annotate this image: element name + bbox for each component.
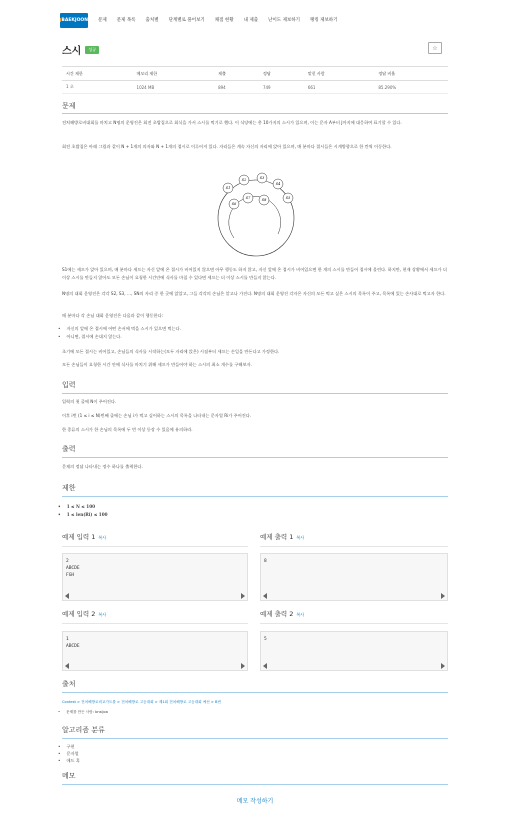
header-time-limit: 시간 제한: [62, 67, 133, 81]
nav-item-source[interactable]: 출처별: [145, 18, 159, 23]
figure-seat-label: S4: [275, 182, 281, 187]
example-output-2-heading: 예제 출력 2 복사: [260, 610, 305, 618]
figure-seat-label: S5: [285, 196, 291, 201]
header-submissions: 제출: [214, 67, 259, 81]
copy-button[interactable]: 복사: [296, 535, 305, 540]
nav-item-difficulty[interactable]: 난이도 제보하기: [268, 18, 300, 23]
horizontal-scrollbar[interactable]: [65, 663, 245, 668]
input-paragraph-2: 이후 i번 (1 ≤ i ≤ N)번째 줄에는 손님 i가 먹고 싶어하는 스시의 목록을 나타내는 문자열 Ri가 주어진다.: [62, 413, 252, 418]
example-input-1-heading: 예제 입력 1 복사: [62, 533, 107, 541]
header-memory-limit: 메모리 제한: [133, 67, 215, 81]
list-item: • 1 ≤ len(Ri) ≤ 100: [58, 511, 448, 519]
status-badge: 성공: [85, 46, 99, 54]
example-input-1-box[interactable]: [62, 553, 248, 601]
nav-item-problem[interactable]: 문제: [98, 18, 107, 23]
code-line: 5: [264, 637, 267, 642]
list-item: • 아니면, 접시에 손대지 않는다.: [58, 333, 448, 341]
header-accepted: 정답: [259, 67, 304, 81]
scroll-left-icon[interactable]: [263, 663, 267, 669]
page-title: 스시: [62, 46, 82, 57]
section-heading-algorithms: 알고리즘 분류: [62, 726, 105, 734]
section-divider: [62, 113, 448, 114]
horizontal-scrollbar[interactable]: [65, 593, 245, 598]
problem-paragraph-4: N명의 대회 운영진은 각각 S2, S3, …, SN의 자리 중 한 곳에 앉았고, 그들 각각의 손님은 알고나 가진다. N명의 대회 운영진 각자은 자신의 모든 먹고 싶은 스시의 목록이 주고, 목록에 있는 손사대로 먹고자 한다.: [62, 291, 446, 296]
scroll-right-icon[interactable]: [441, 663, 445, 669]
example-output-1-box[interactable]: [260, 553, 448, 601]
section-divider: [260, 623, 448, 624]
sushi-table-figure: [204, 168, 308, 262]
horizontal-scrollbar[interactable]: [263, 663, 445, 668]
list-item[interactable]: • 구현: [58, 743, 448, 750]
problem-paragraph-2: 회전 초밥집은 아래 그림과 같이 N + 1개의 의자와 N + 1개의 접시로 이루어져 있다. 자리들은 계속 자신의 자리에 앉아 있으며, 매 분마다 접시들은 시계방향으로 한 칸씩 이동한다.: [62, 144, 392, 149]
problem-stats-table: [62, 66, 448, 94]
problem-paragraph-6: 초기에 모든 접시는 비어있고, 손님들의 식사를 시작하는(모두 자리에 앉은) 시점부터 셰프는 손일을 만든다고 가정한다.: [62, 349, 280, 354]
section-divider: [62, 457, 448, 458]
copy-button[interactable]: 복사: [98, 535, 107, 540]
scroll-right-icon[interactable]: [241, 593, 245, 599]
top-navigation: [60, 12, 470, 28]
section-divider: [62, 692, 448, 693]
section-heading-problem: 문제: [62, 102, 76, 110]
section-heading-input: 입력: [62, 381, 76, 389]
problem-paragraph-1: 전처해방로비대회를 마치고 N명의 운영진은 회전 초밥집으로 회식을 가서 스시를 먹기로 했다. 이 식당에는 총 10가지의 스시가 있으며, 이는 문자 A부터 J까지에 대응하여 표기할 수 있다.: [62, 120, 402, 125]
value-solvers[interactable]: 661: [304, 81, 375, 94]
section-heading-limits: 제한: [62, 484, 76, 492]
list-item[interactable]: • 문자열: [58, 750, 448, 757]
site-logo[interactable]: BAEKJOON: [60, 13, 88, 28]
algorithm-tags-list: [58, 743, 448, 764]
section-heading-output: 출력: [62, 445, 76, 453]
scroll-right-icon[interactable]: [441, 593, 445, 599]
copy-button[interactable]: 복사: [98, 612, 107, 617]
figure-seat-label: S1: [225, 186, 231, 191]
problem-paragraph-5: 매 분마다 각 손님 대회 운영진은 다음과 같이 행동한다:: [62, 313, 164, 318]
problem-paragraph-3: S1에는 셰프가 앉아 있으며, 매 분마다 셰프는 자신 앞에 온 접시가 비어있지 않으면 아무 행동도 하지 않고, 자신 앞에 온 접시가 비어있으면 한 개의 스시를 만들어 접시에 올린다. 하지만, 현재 상황에서 셰프가 더 이상 스시를 만들지 않아도 모든 손님이 요청한 시간안에 식사를 마칠 수 있다면 셰프는 더 이상 스시를 만들지 않는다.: [62, 267, 447, 280]
list-item: • 1 ≤ N ≤ 100: [58, 503, 448, 511]
scroll-left-icon[interactable]: [65, 593, 69, 599]
figure-seat-label: S6: [231, 202, 237, 207]
write-memo-button[interactable]: 메모 작성하기: [236, 798, 274, 805]
source-breadcrumb[interactable]: Contest > 전처해방로비교가트를 > 전처해방로 고등대회 > 제1회 전처해방로 고등대회 예선 > B번: [62, 700, 221, 704]
value-submissions[interactable]: 894: [214, 81, 259, 94]
scroll-left-icon[interactable]: [263, 593, 267, 599]
scroll-right-icon[interactable]: [241, 663, 245, 669]
section-divider: [62, 784, 448, 785]
nav-item-ranking[interactable]: 랭킹 제보하기: [309, 18, 338, 23]
input-paragraph-1: 입력의 첫 줄에 N이 주어진다.: [62, 399, 117, 404]
value-memory-limit: 1024 MB: [133, 81, 215, 94]
code-line: ABCDE: [66, 566, 80, 571]
section-heading-source: 출처: [62, 680, 76, 688]
source-author-list: [58, 708, 448, 716]
copy-button[interactable]: 복사: [296, 612, 305, 617]
example-output-2-box[interactable]: [260, 631, 448, 671]
code-line: 1: [66, 637, 69, 642]
example-input-2-heading: 예제 입력 2 복사: [62, 610, 107, 618]
value-ratio: 85.290%: [374, 81, 448, 94]
code-line: 2: [66, 559, 69, 564]
list-item: • 문제를 만든 사람: bnsijoa: [58, 708, 448, 716]
nav-item-problem-list[interactable]: 문제 목록: [116, 18, 136, 23]
code-line: ABCDE: [66, 644, 80, 649]
section-divider: [62, 546, 248, 547]
header-solvers: 맞힌 사람: [304, 67, 375, 81]
figure-seat-label: S3: [259, 176, 265, 181]
table-row: [62, 81, 448, 94]
list-item: • 자신의 앞에 온 접시에 어떤 손서에 먹을 스시가 있으면 먹는다.: [58, 325, 448, 333]
value-time-limit: 1 초: [62, 81, 133, 94]
section-heading-memo: 메모: [62, 772, 76, 780]
figure-seat-label: S8: [261, 198, 267, 203]
horizontal-scrollbar[interactable]: [263, 593, 445, 598]
code-line: 8: [264, 559, 267, 564]
problem-title-row: [62, 42, 447, 57]
problem-rules-list: [58, 325, 448, 341]
star-icon[interactable]: ☆: [428, 42, 442, 54]
nav-item-status[interactable]: 채점 현황: [214, 18, 234, 23]
table-header-row: [62, 67, 448, 81]
section-divider: [62, 393, 448, 394]
header-ratio: 정답 비율: [374, 67, 448, 81]
section-divider: [62, 623, 248, 624]
code-line: FGH: [66, 573, 75, 578]
example-input-2-box[interactable]: [62, 631, 248, 671]
list-item[interactable]: • 애드 혹: [58, 757, 448, 764]
output-paragraph-1: 문제의 정답 나타내는 정수 하나를 출력한다.: [62, 464, 143, 469]
section-divider: [62, 496, 448, 497]
input-paragraph-3: 한 종류의 스시가 한 손님의 목록에 두 번 이상 등장 수 있음에 유의하라.: [62, 427, 193, 432]
nav-item-my-submissions[interactable]: 내 제출: [243, 18, 259, 23]
example-output-1-heading: 예제 출력 1 복사: [260, 533, 305, 541]
limits-list: [58, 503, 448, 519]
figure-seat-label: S7: [245, 196, 251, 201]
value-accepted[interactable]: 749: [259, 81, 304, 94]
section-divider: [62, 738, 448, 739]
problem-paragraph-7: 모든 손님들이 요청한 시간 안에 식사를 마치기 위해 셰프가 만들어야 하는 스시의 최소 개수를 구해보자.: [62, 362, 252, 367]
nav-item-step[interactable]: 단계별로 풀어보기: [168, 18, 205, 23]
figure-seat-label: S2: [241, 178, 247, 183]
section-divider: [260, 546, 448, 547]
scroll-left-icon[interactable]: [65, 663, 69, 669]
